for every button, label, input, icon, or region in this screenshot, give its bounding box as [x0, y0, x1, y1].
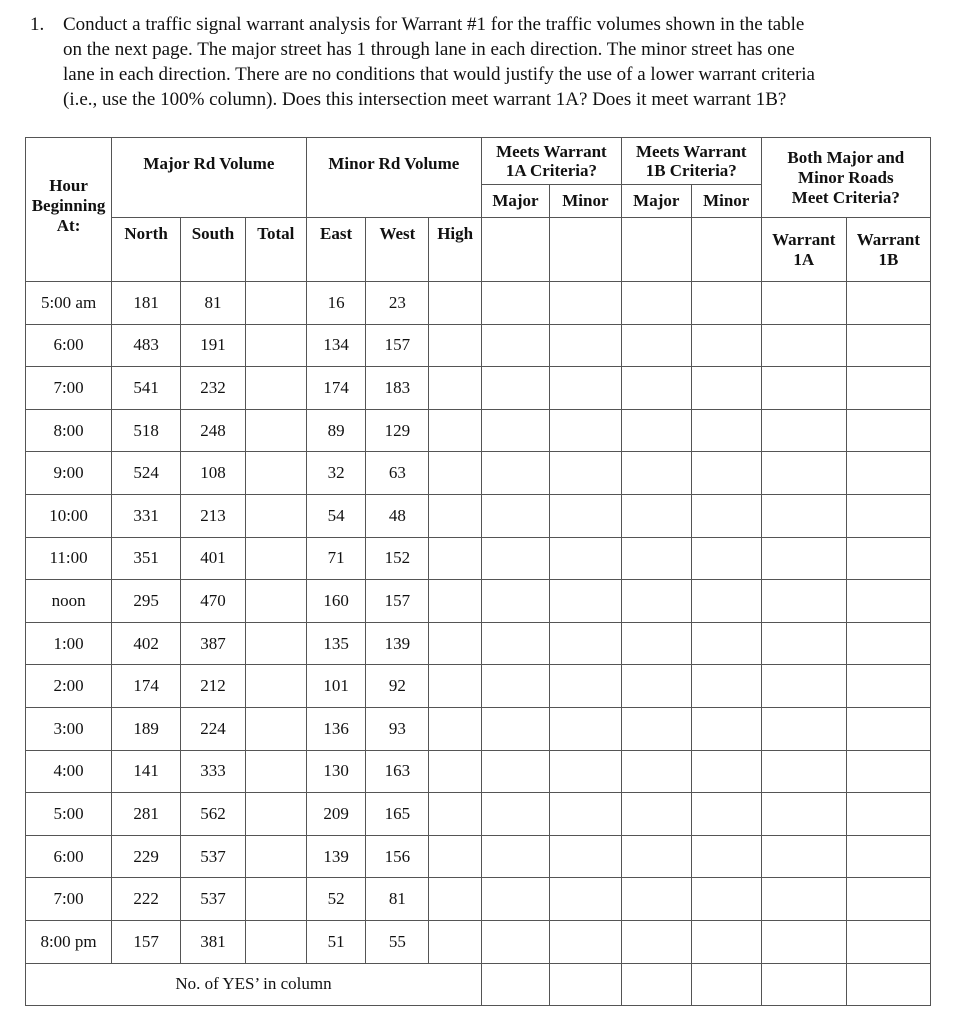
blank-cell: [621, 793, 691, 836]
blank-cell: [691, 750, 761, 793]
hour-header: [26, 138, 112, 282]
table-row: [26, 409, 931, 452]
table-row: [26, 580, 931, 623]
blank-cell: [691, 835, 761, 878]
question-line: Conduct a traffic signal warrant analysis for Warrant #1 for the traffic volumes shown in the table: [63, 14, 805, 35]
blank-cell: [429, 537, 482, 580]
both-meet-header-line: Minor Roads: [798, 167, 894, 187]
east-cell: 130: [306, 750, 366, 793]
south-cell: 213: [181, 494, 246, 537]
blank-cell: [621, 367, 691, 410]
blank-cell: [621, 920, 691, 963]
east-cell: 174: [306, 367, 366, 410]
west-cell: 63: [366, 452, 429, 495]
warrant-1a-header-line: Meets Warrant: [496, 142, 607, 161]
blank-cell: [621, 835, 691, 878]
hour-cell: 9:00: [26, 452, 112, 495]
blank-cell: [846, 750, 930, 793]
warrant-1a-major-header: Major: [482, 185, 550, 218]
warrant-1a-result-header: [761, 218, 846, 282]
blank-cell: [549, 282, 621, 325]
blank-cell: [245, 665, 306, 708]
west-cell: 139: [366, 622, 429, 665]
table-row: [26, 707, 931, 750]
west-header: West: [366, 218, 429, 282]
south-cell: 562: [181, 793, 246, 836]
blank-cell: [482, 707, 550, 750]
blank-cell: [482, 622, 550, 665]
blank-cell: [621, 537, 691, 580]
blank-cell: [621, 324, 691, 367]
east-cell: 71: [306, 537, 366, 580]
blank-cell: [482, 920, 550, 963]
blank-cell: [761, 324, 846, 367]
blank-cell: [761, 835, 846, 878]
table-row: [26, 793, 931, 836]
blank-cell: [691, 580, 761, 623]
blank-cell: [429, 367, 482, 410]
hour-cell: 3:00: [26, 707, 112, 750]
yes-count-cell: [549, 963, 621, 1005]
blank-cell: [549, 707, 621, 750]
blank-cell: [549, 324, 621, 367]
blank-cell: [846, 580, 930, 623]
blank-cell: [846, 409, 930, 452]
north-cell: 331: [112, 494, 181, 537]
blank-cell: [846, 707, 930, 750]
blank-cell: [761, 452, 846, 495]
blank-cell: [429, 452, 482, 495]
west-cell: 23: [366, 282, 429, 325]
blank-cell: [482, 324, 550, 367]
north-cell: 483: [112, 324, 181, 367]
blank-cell: [846, 878, 930, 921]
blank-cell: [691, 494, 761, 537]
hour-cell: 4:00: [26, 750, 112, 793]
blank-cell: [245, 537, 306, 580]
hour-cell: 10:00: [26, 494, 112, 537]
yes-count-cell: [691, 963, 761, 1005]
blank-cell: [691, 665, 761, 708]
blank-cell: [549, 835, 621, 878]
blank-cell: [482, 665, 550, 708]
blank-cell: [482, 452, 550, 495]
south-cell: 401: [181, 537, 246, 580]
warrant-1b-major-header: Major: [621, 185, 691, 218]
east-cell: 135: [306, 622, 366, 665]
north-cell: 229: [112, 835, 181, 878]
hour-cell: 8:00 pm: [26, 920, 112, 963]
south-cell: 212: [181, 665, 246, 708]
hour-header-line: Hour: [49, 176, 88, 195]
blank-cell: [245, 920, 306, 963]
north-cell: 351: [112, 537, 181, 580]
blank-cell: [549, 452, 621, 495]
blank-cell: [761, 409, 846, 452]
blank-cell: [482, 750, 550, 793]
warrant-1a-minor-header: Minor: [549, 185, 621, 218]
hour-cell: 5:00 am: [26, 282, 112, 325]
warrant-1b-minor-header: Minor: [691, 185, 761, 218]
blank-cell: [621, 409, 691, 452]
blank-cell: [482, 282, 550, 325]
blank-cell: [691, 367, 761, 410]
east-cell: 32: [306, 452, 366, 495]
west-cell: 129: [366, 409, 429, 452]
blank-cell: [245, 324, 306, 367]
east-header: East: [306, 218, 366, 282]
north-cell: 181: [112, 282, 181, 325]
east-cell: 101: [306, 665, 366, 708]
blank-cell: [846, 494, 930, 537]
table-row: [26, 537, 931, 580]
north-cell: 541: [112, 367, 181, 410]
blank-cell: [549, 367, 621, 410]
blank-cell: [846, 452, 930, 495]
blank-cell: [846, 282, 930, 325]
blank-cell: [846, 537, 930, 580]
west-cell: 157: [366, 580, 429, 623]
blank-cell: [846, 367, 930, 410]
blank-cell: [621, 707, 691, 750]
table-row: [26, 367, 931, 410]
warrant-1a-header: [482, 138, 622, 185]
warrant-1b-header-line: 1B Criteria?: [645, 161, 737, 180]
blank-cell: [621, 750, 691, 793]
blank-cell: [429, 793, 482, 836]
blank-cell: [761, 494, 846, 537]
warrant-1b-result-header-line: 1B: [878, 250, 899, 269]
blank-cell: [846, 835, 930, 878]
warrant-1a-result-header-line: 1A: [793, 250, 815, 269]
blank-cell: [482, 218, 550, 282]
blank-cell: [621, 452, 691, 495]
hour-cell: 1:00: [26, 622, 112, 665]
warrant-1b-result-header-line: Warrant: [856, 230, 921, 249]
warrant-1b-header: [621, 138, 761, 185]
blank-cell: [429, 665, 482, 708]
blank-cell: [482, 878, 550, 921]
west-cell: 81: [366, 878, 429, 921]
hour-cell: 8:00: [26, 409, 112, 452]
west-cell: 165: [366, 793, 429, 836]
east-cell: 139: [306, 835, 366, 878]
major-volume-header: Major Rd Volume: [112, 138, 307, 218]
yes-count-cell: [621, 963, 691, 1005]
blank-cell: [761, 793, 846, 836]
total-header: Total: [245, 218, 306, 282]
east-cell: 134: [306, 324, 366, 367]
blank-cell: [846, 793, 930, 836]
north-cell: 281: [112, 793, 181, 836]
question-line: (i.e., use the 100% column). Does this intersection meet warrant 1A? Does it meet warrant 1B?: [63, 89, 787, 110]
north-header: North: [112, 218, 181, 282]
blank-cell: [245, 367, 306, 410]
yes-count-cell: [482, 963, 550, 1005]
north-cell: 174: [112, 665, 181, 708]
blank-cell: [549, 409, 621, 452]
table-row: [26, 665, 931, 708]
south-cell: 381: [181, 920, 246, 963]
warrant-1b-header-line: Meets Warrant: [635, 142, 747, 161]
table-row: [26, 920, 931, 963]
blank-cell: [846, 324, 930, 367]
blank-cell: [691, 324, 761, 367]
blank-cell: [691, 218, 761, 282]
table-row: [26, 835, 931, 878]
blank-cell: [482, 793, 550, 836]
blank-cell: [691, 409, 761, 452]
warrant-table: [25, 137, 931, 1006]
warrant-1a-header-line: 1A Criteria?: [505, 161, 597, 180]
blank-cell: [761, 367, 846, 410]
north-cell: 295: [112, 580, 181, 623]
blank-cell: [245, 580, 306, 623]
blank-cell: [846, 665, 930, 708]
table-row: [26, 494, 931, 537]
east-cell: 136: [306, 707, 366, 750]
table-row: [26, 282, 931, 325]
table-row: [26, 452, 931, 495]
blank-cell: [691, 920, 761, 963]
table-row: [26, 750, 931, 793]
blank-cell: [245, 750, 306, 793]
blank-cell: [549, 793, 621, 836]
south-cell: 387: [181, 622, 246, 665]
blank-cell: [429, 622, 482, 665]
south-cell: 333: [181, 750, 246, 793]
south-cell: 248: [181, 409, 246, 452]
south-cell: 224: [181, 707, 246, 750]
blank-cell: [245, 835, 306, 878]
yes-count-cell: [846, 963, 930, 1005]
hour-cell: 5:00: [26, 793, 112, 836]
blank-cell: [549, 920, 621, 963]
blank-cell: [429, 409, 482, 452]
hour-cell: 2:00: [26, 665, 112, 708]
yes-count-label: No. of YES’ in column: [26, 963, 482, 1005]
hour-cell: 7:00: [26, 367, 112, 410]
blank-cell: [245, 622, 306, 665]
both-meet-header-line: Both Major and: [787, 147, 905, 167]
question-number: 1.: [30, 14, 45, 35]
blank-cell: [245, 707, 306, 750]
south-header: South: [181, 218, 246, 282]
blank-cell: [549, 665, 621, 708]
blank-cell: [846, 622, 930, 665]
east-cell: 160: [306, 580, 366, 623]
west-cell: 163: [366, 750, 429, 793]
blank-cell: [691, 282, 761, 325]
west-cell: 156: [366, 835, 429, 878]
blank-cell: [245, 409, 306, 452]
north-cell: 524: [112, 452, 181, 495]
hour-cell: 11:00: [26, 537, 112, 580]
hour-cell: 6:00: [26, 835, 112, 878]
blank-cell: [429, 707, 482, 750]
blank-cell: [621, 494, 691, 537]
minor-volume-header: Minor Rd Volume: [306, 138, 481, 218]
high-header: High: [429, 218, 482, 282]
blank-cell: [549, 622, 621, 665]
hour-cell: noon: [26, 580, 112, 623]
blank-cell: [761, 537, 846, 580]
west-cell: 152: [366, 537, 429, 580]
question-text: [63, 12, 943, 112]
blank-cell: [761, 622, 846, 665]
north-cell: 402: [112, 622, 181, 665]
question-line: lane in each direction. There are no conditions that would justify the use of a lower warrant criteria: [63, 64, 815, 85]
blank-cell: [245, 282, 306, 325]
south-cell: 470: [181, 580, 246, 623]
east-cell: 52: [306, 878, 366, 921]
blank-cell: [549, 580, 621, 623]
hour-header-line: Beginning: [31, 196, 106, 215]
blank-cell: [621, 580, 691, 623]
blank-cell: [761, 580, 846, 623]
yes-count-cell: [761, 963, 846, 1005]
question-line: on the next page. The major street has 1 through lane in each direction. The minor street has one: [63, 39, 795, 60]
blank-cell: [549, 537, 621, 580]
east-cell: 209: [306, 793, 366, 836]
blank-cell: [482, 835, 550, 878]
blank-cell: [549, 494, 621, 537]
blank-cell: [429, 920, 482, 963]
blank-cell: [621, 665, 691, 708]
north-cell: 189: [112, 707, 181, 750]
warrant-1a-result-header-line: Warrant: [772, 230, 836, 249]
east-cell: 54: [306, 494, 366, 537]
blank-cell: [429, 835, 482, 878]
south-cell: 108: [181, 452, 246, 495]
north-cell: 141: [112, 750, 181, 793]
blank-cell: [429, 494, 482, 537]
west-cell: 92: [366, 665, 429, 708]
blank-cell: [621, 282, 691, 325]
south-cell: 232: [181, 367, 246, 410]
north-cell: 222: [112, 878, 181, 921]
blank-cell: [761, 878, 846, 921]
north-cell: 518: [112, 409, 181, 452]
blank-cell: [621, 878, 691, 921]
both-meet-header-line: Meet Criteria?: [791, 187, 900, 207]
north-cell: 157: [112, 920, 181, 963]
blank-cell: [761, 665, 846, 708]
blank-cell: [429, 282, 482, 325]
blank-cell: [245, 452, 306, 495]
blank-cell: [549, 218, 621, 282]
blank-cell: [482, 367, 550, 410]
blank-cell: [621, 622, 691, 665]
blank-cell: [429, 750, 482, 793]
south-cell: 81: [181, 282, 246, 325]
blank-cell: [429, 580, 482, 623]
blank-cell: [549, 750, 621, 793]
blank-cell: [761, 920, 846, 963]
south-cell: 537: [181, 878, 246, 921]
east-cell: 51: [306, 920, 366, 963]
table-row: [26, 622, 931, 665]
blank-cell: [691, 537, 761, 580]
blank-cell: [482, 409, 550, 452]
blank-cell: [429, 878, 482, 921]
warrant-1b-result-header: [846, 218, 930, 282]
east-cell: 16: [306, 282, 366, 325]
blank-cell: [429, 324, 482, 367]
west-cell: 55: [366, 920, 429, 963]
hour-cell: 7:00: [26, 878, 112, 921]
south-cell: 537: [181, 835, 246, 878]
blank-cell: [846, 920, 930, 963]
blank-cell: [691, 452, 761, 495]
blank-cell: [245, 494, 306, 537]
west-cell: 157: [366, 324, 429, 367]
hour-cell: 6:00: [26, 324, 112, 367]
table-row: [26, 324, 931, 367]
blank-cell: [482, 537, 550, 580]
blank-cell: [621, 218, 691, 282]
blank-cell: [549, 878, 621, 921]
both-meet-header: [761, 138, 930, 218]
blank-cell: [482, 580, 550, 623]
footer-row: [26, 963, 931, 1005]
blank-cell: [691, 622, 761, 665]
blank-cell: [761, 282, 846, 325]
blank-cell: [245, 878, 306, 921]
west-cell: 183: [366, 367, 429, 410]
hour-header-line: At:: [56, 216, 81, 235]
blank-cell: [482, 494, 550, 537]
blank-cell: [691, 793, 761, 836]
table-row: [26, 878, 931, 921]
west-cell: 93: [366, 707, 429, 750]
blank-cell: [245, 793, 306, 836]
east-cell: 89: [306, 409, 366, 452]
south-cell: 191: [181, 324, 246, 367]
blank-cell: [761, 707, 846, 750]
blank-cell: [691, 707, 761, 750]
blank-cell: [691, 878, 761, 921]
west-cell: 48: [366, 494, 429, 537]
blank-cell: [761, 750, 846, 793]
